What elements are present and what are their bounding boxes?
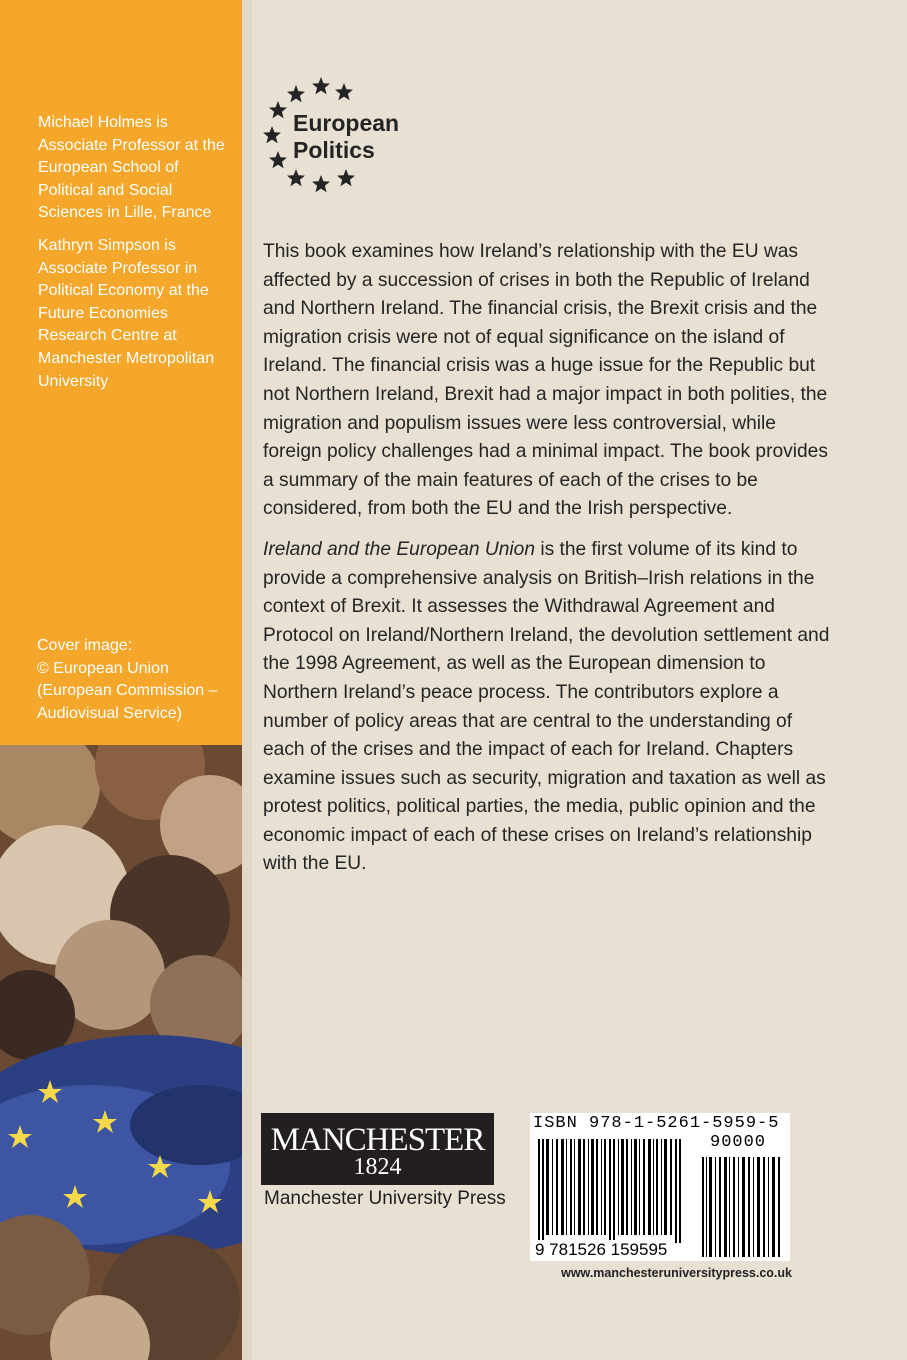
- spine-shadow: [242, 0, 252, 1360]
- description-paragraph: [263, 536, 838, 879]
- cover-credit-line: Cover image:: [37, 637, 133, 654]
- cover-credit-line: (European Commission –: [37, 682, 218, 700]
- cover-credit-line: © European Union: [37, 659, 169, 677]
- series-title: [293, 110, 399, 164]
- author-bio-holmes: Michael Holmes is Associate Professor at the European School of Political and Social Sciences in Lille, France: [38, 114, 225, 222]
- series-title-line: European: [293, 110, 400, 136]
- publisher-name: Manchester University Press: [264, 1188, 506, 1209]
- cover-photo: [0, 745, 242, 1360]
- cover-credit-line: Audiovisual Service): [37, 704, 182, 722]
- book-description: [263, 238, 838, 891]
- series-title-line: Politics: [293, 137, 375, 163]
- author-bio-simpson: Kathryn Simpson is Associate Professor in Political Economy at the Future Economies Research Centre at Manchester Metropolitan University: [38, 237, 215, 390]
- price-code: 90000: [710, 1133, 767, 1152]
- isbn-number: ISBN 978-1-5261-5959-5: [533, 1114, 780, 1133]
- publisher-logo-name: MANCHESTER: [270, 1122, 485, 1158]
- eu-flag-photo-image: [0, 745, 242, 1360]
- description-text: is the first volume of its kind to provide a comprehensive analysis on British–Irish relations in the context of Brexit. It assesses the Withdrawal Agreement and Protocol on Ireland/Northern Ireland, the devolution settlement and the 1998 Agreement, as well as the European dimension to Northern Ireland’s peace process. The contributors explore a number of policy areas that are central to the understanding of each of the crises and the impact of each for Ireland. Chapters examine issues such as security, migration and taxation as well as protest politics, political parties, the media, public opinion and the economic impact of each of these crises on Ireland’s relationship with the EU.: [263, 538, 830, 875]
- publisher-logo-year: 1824: [353, 1154, 402, 1180]
- author-panel: [0, 0, 242, 745]
- cover-image-credit: [37, 635, 237, 725]
- ean-digits: 9 781526 159595: [535, 1240, 668, 1259]
- publisher-logo: [261, 1113, 494, 1185]
- book-title-italic: Ireland and the European Union: [263, 538, 536, 560]
- publisher-website: www.manchesteruniversitypress.co.uk: [561, 1266, 792, 1280]
- description-paragraph: This book examines how Ireland’s relationship with the EU was affected by a succession of crises in both the Republic of Ireland and Northern Ireland. The financial crisis, the Brexit crisis and the migration crisis were not of equal significance on the island of Ireland. The financial crisis was a huge issue for the Republic but not Northern Ireland, Brexit had a major impact in both polities, the migration and populism issues were less controversial, while foreign policy challenges had a minimal impact. The book provides a summary of the main features of each of the crises to be considered, from both the EU and the Irish perspective.: [263, 241, 828, 520]
